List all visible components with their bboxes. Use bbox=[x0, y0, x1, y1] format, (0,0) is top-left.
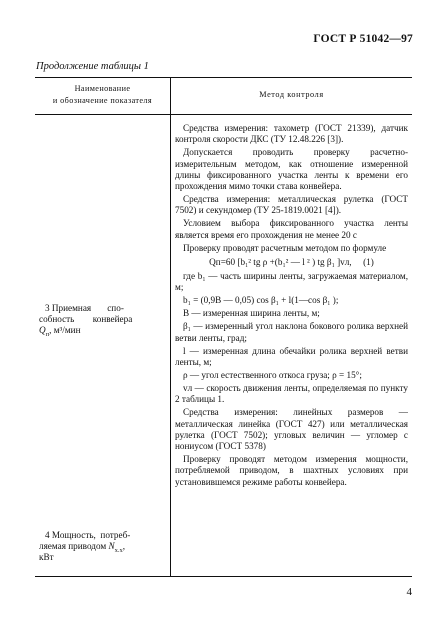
method-column bbox=[175, 123, 408, 490]
row-3-line-2: собность конвейера bbox=[39, 314, 133, 325]
row-4-text: ляемая приводом bbox=[39, 541, 109, 552]
method-p4: Условием выбора фиксированного участка ленты является время его прохождения не менее 20 с bbox=[175, 218, 408, 240]
column-divider bbox=[170, 78, 171, 576]
method-p2: Допускается проводить проверку расчетно-измерительным методом, как отношение измеренной длины фиксированного участка ленты к времени его прохождения мимо точки става конвейера. bbox=[175, 147, 408, 191]
row-3-line-1: 3 Приемная спо- bbox=[45, 303, 124, 313]
formula-1 bbox=[175, 257, 408, 268]
row-3-symbol: Q bbox=[39, 325, 46, 336]
header-rule bbox=[35, 114, 412, 115]
B-definition: B — измеренная ширина ленты, м; bbox=[183, 308, 320, 319]
standard-number: ГОСТ Р 51042—97 bbox=[313, 33, 413, 45]
row-3-unit: , м³/мин bbox=[49, 325, 81, 336]
table-continuation-caption: Продолжение таблицы 1 bbox=[36, 61, 149, 72]
row-3-symbol-sub: п bbox=[45, 331, 50, 339]
beta-definition: β₁ — измеренный угол наклона бокового ролика верхней ветви ленты, град; bbox=[175, 321, 408, 343]
row-3-line-3 bbox=[39, 325, 167, 339]
formula-number: (1) bbox=[363, 256, 374, 267]
l-definition: l — измеренная длина обечайки ролика верхней ветви ленты, м; bbox=[175, 345, 408, 367]
column-header-indicator-line1: Наименование bbox=[74, 84, 131, 93]
page-number: 4 bbox=[406, 586, 412, 598]
column-header-indicator-line2: и обозначение показателя bbox=[52, 96, 153, 105]
method-table bbox=[35, 77, 412, 577]
row-4-indicator bbox=[39, 530, 167, 564]
method-p5: Проверку проводят расчетным методом по формуле bbox=[183, 242, 387, 253]
formula-expression: Qп=60 [b₁² tg ρ +(b₁² — l ² ) tg β₁ ]vл, bbox=[209, 256, 352, 267]
v-definition: vл — скорость движения ленты, определяемая по пункту 2 таблицы 1. bbox=[175, 383, 408, 405]
method-p1: Средства измерения: тахометр (ГОСТ 21339), датчик контроля скорости ДКС (ТУ 12.48.226 [3]). bbox=[175, 123, 408, 145]
row-4-symbol-sub: х.х bbox=[114, 547, 123, 555]
where-b1: где b₁ — часть ширины ленты, загружаемая материалом, м; bbox=[175, 271, 408, 293]
method-p3: Средства измерения: металлическая рулетка (ГОСТ 7502) и секундомер (ТУ 25-1819.0021 [4]). bbox=[175, 194, 408, 216]
row-3-indicator bbox=[39, 303, 167, 337]
row-4-line-1: 4 Мощность, потреб- bbox=[45, 530, 131, 540]
method-p7: Проверку проводят методом измерения мощности, потребляемой приводом, в шахтных условиях при установившемся режиме работы конвейера. bbox=[175, 454, 408, 487]
rho-definition: ρ — угол естественного откоса груза; ρ = 15°; bbox=[183, 370, 362, 381]
row-4-symbol: N bbox=[108, 541, 115, 552]
row-4-line-2 bbox=[39, 541, 167, 555]
column-header-indicator bbox=[35, 83, 170, 107]
column-header-method: Метод контроля bbox=[259, 90, 324, 99]
row-4-comma: , bbox=[122, 541, 126, 552]
b1-expression: b₁ = (0,9B — 0,05) cos β₁ + l(1—cos β₁ ); bbox=[183, 295, 339, 306]
method-p6: Средства измерения: линейных размеров — металлическая линейка (ГОСТ 427) или металлическая рулетка (ГОСТ 7502); угловых величин — угломер с нониусом (ГОСТ 5378) bbox=[175, 407, 408, 452]
row-4-line-3: кВт bbox=[39, 552, 54, 563]
